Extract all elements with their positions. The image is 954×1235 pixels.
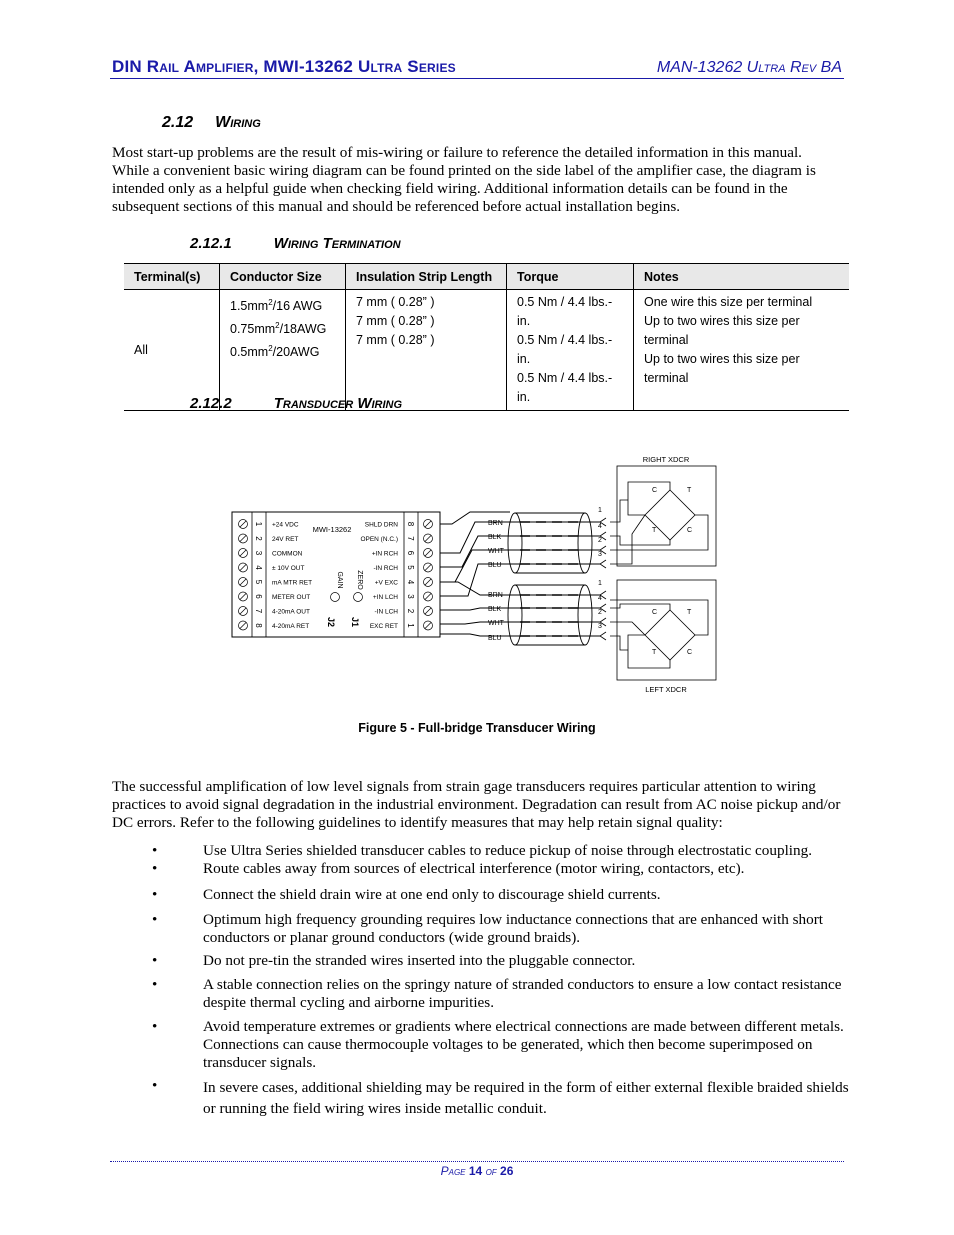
terminal-screw (424, 534, 433, 543)
table-header-row (124, 264, 849, 290)
footer-of-word: of (485, 1164, 497, 1178)
bullet-symbol: • (152, 952, 158, 969)
col-header-notes: Notes (634, 264, 850, 290)
terminal-number: 6 (406, 550, 415, 556)
terminal-label-left: COMMON (272, 550, 303, 558)
terminal-screw (239, 520, 248, 529)
body-paragraph: The successful amplification of low level signals from strain gage transducers requires particular attention to wiring practices to avoid signal degradation in the industrial environment. Degradation can result from AC noise pickup and/or DC errors. Refer to the following guidelines to identify measures that may help retain signal quality: (112, 778, 841, 831)
terminal-number: 2 (406, 608, 415, 614)
section-2-12-1-heading (190, 235, 401, 252)
terminal-label-right: +IN LCH (372, 594, 398, 601)
bridge-label: C (687, 649, 693, 656)
terminal-label-left: 4-20mA OUT (272, 608, 310, 616)
section-number: 2.12 (162, 114, 194, 131)
terminal-number: 6 (254, 594, 263, 599)
bridge-label: T (687, 609, 692, 616)
bridge-label: C (652, 487, 658, 494)
bullet-text: A stable connection relies on the springy nature of stranded conductors to ensure a low contact resistance despite thermal cycling and airborne impurities. (203, 976, 842, 1011)
conductor-awg: /16 AWG (272, 299, 323, 314)
conductor-size: 0.75mm (230, 322, 276, 337)
table-row (124, 290, 849, 411)
terminal-label-right: SHLD DRN (364, 521, 398, 529)
conductor-line (230, 293, 335, 316)
conductor-size: 1.5mm (230, 299, 269, 314)
terminal-label-right: +IN RCH (371, 550, 398, 558)
section-title: Wiring Termination (273, 235, 401, 252)
conductor-awg: /18AWG (279, 322, 327, 337)
torque-line: 0.5 Nm / 4.4 lbs.-in. (517, 371, 613, 404)
wire-label: WHT (488, 548, 504, 555)
terminal-label-right: EXC RET (369, 623, 398, 630)
bridge-lead (628, 482, 670, 515)
conductor-sup: 2 (268, 298, 273, 307)
conductor-awg: /20AWG (272, 345, 320, 360)
terminal-number: 2 (254, 536, 263, 541)
model-label: MWI-13262 (312, 525, 352, 534)
wire-brn-right (440, 522, 600, 553)
terminal-screw (239, 592, 248, 601)
wire-label: BLU (488, 635, 502, 642)
strip-line: 7 mm ( 0.28” ) (356, 314, 435, 328)
torque-line: 0.5 Nm / 4.4 lbs.-in. (517, 295, 613, 328)
bullet-symbol: • (152, 1077, 158, 1094)
pin-chevron (600, 560, 606, 568)
conductor-line (230, 316, 335, 339)
pin-chevron (600, 632, 606, 640)
bridge-label: C (652, 609, 658, 616)
cable-shields (508, 513, 592, 645)
terminal-screw (424, 578, 433, 587)
bridge-label: T (652, 527, 657, 534)
bridge-lead (610, 536, 670, 545)
terminal-screw (424, 520, 433, 529)
terminal-number: 3 (254, 550, 263, 556)
col-header-terminals: Terminal(s) (124, 264, 220, 290)
field-wires (440, 512, 600, 636)
footer-page-number: 14 (468, 1164, 483, 1178)
cell-torque (507, 290, 634, 411)
footer-page-total: 26 (500, 1164, 514, 1178)
bridge-lead (610, 636, 628, 650)
terminal-screw (239, 621, 248, 630)
bullet-text: Avoid temperature extremes or gradients where electrical connections are made between different metals. Connections can cause thermocouple voltages to be generated, which then become superimposed on transducer signals. (203, 1018, 844, 1071)
terminal-number: 3 (406, 594, 415, 599)
terminal-screw (239, 534, 248, 543)
bullet-text: Optimum high frequency grounding requires low inductance connections that are enhanced with short conductors or planar ground conductors (wide ground braids). (203, 911, 823, 946)
header-rule (110, 78, 844, 79)
wire-label: BLK (488, 534, 502, 541)
pin-number: 2 (598, 537, 602, 544)
cell-strip (346, 290, 507, 411)
bullet-symbol: • (152, 886, 158, 903)
bridge-label: C (687, 527, 693, 534)
terminal-screw (239, 578, 248, 587)
pin-number: 4 (598, 595, 602, 602)
wiring-termination-table (124, 263, 849, 411)
section-number: 2.12.2 (190, 395, 232, 412)
pin-number: 3 (598, 551, 602, 558)
cell-notes (634, 290, 850, 411)
right-bridge (610, 482, 708, 564)
cell-conductor (220, 290, 346, 411)
terminal-number: 7 (254, 608, 263, 614)
gain-label: GAIN (336, 571, 343, 589)
pin-number: 1 (598, 507, 602, 514)
terminal-label-right: -IN RCH (373, 565, 398, 572)
terminal-screw (239, 549, 248, 558)
wire-label: BRN (488, 592, 503, 599)
terminal-label-left: mA MTR RET (272, 579, 313, 587)
terminal-screw (424, 607, 433, 616)
bullet-text: Route cables away from sources of electrical interference (motor wiring, contactors, etc). (203, 860, 745, 877)
cell-terminal: All (124, 290, 220, 411)
terminal-number: 5 (406, 565, 415, 570)
bullet-symbol: • (152, 976, 158, 993)
terminal-number: 5 (254, 579, 263, 585)
notes-line: Up to two wires this size per terminal (644, 314, 800, 347)
terminal-screw (424, 549, 433, 558)
cable-dashes (520, 522, 580, 636)
page-footer (0, 1164, 954, 1178)
bullet-text: Use Ultra Series shielded transducer cables to reduce pickup of noise through electrostatic coupling. (203, 842, 812, 859)
torque-line: 0.5 Nm / 4.4 lbs.-in. (517, 333, 613, 366)
terminal-screw (424, 592, 433, 601)
col-header-strip: Insulation Strip Length (346, 264, 507, 290)
right-xdcr-label: RIGHT XDCR (642, 455, 690, 464)
terminal-label-right: -IN LCH (374, 608, 398, 616)
bridge-label: T (652, 649, 657, 656)
left-bridge (610, 600, 708, 668)
notes-line: Up to two wires this size per terminal (644, 352, 800, 385)
bullet-symbol: • (152, 860, 158, 877)
bridge-lead (628, 635, 670, 668)
header-title: DIN Rail Amplifier, MWI-13262 Ultra Series (112, 57, 456, 76)
terminal-label-left: ± 10V OUT (272, 565, 305, 572)
section-2-12-heading (162, 114, 261, 132)
footer-rule (110, 1161, 844, 1162)
left-xdcr-box (617, 580, 716, 680)
intro-paragraph: Most start-up problems are the result of mis-wiring or failure to reference the detailed information in this manual. While a convenient basic wiring diagram can be found printed on the side label of the amplifier case, the diagram is intended only as a helpful guide when checking field wiring. Additional information details can be found in the subsequent sections of this manual and should be referenced before actual installation begins. (112, 144, 816, 215)
conductor-size: 0.5mm (230, 345, 269, 360)
wire-label: BRN (488, 520, 503, 527)
terminal-number: 8 (406, 521, 415, 527)
bullet-symbol: • (152, 1018, 158, 1035)
terminal-label-right: OPEN (N.C.) (360, 536, 398, 543)
terminal-screw (239, 607, 248, 616)
col-header-conductor: Conductor Size (220, 264, 346, 290)
wire-blu-right (440, 564, 600, 596)
strip-line: 7 mm ( 0.28” ) (356, 295, 435, 309)
figure-caption: Figure 5 - Full-bridge Transducer Wiring (358, 721, 596, 735)
section-title: Transducer Wiring (273, 395, 403, 412)
bullet-text: Connect the shield drain wire at one end only to discourage shield currents. (203, 886, 661, 903)
bridge-lead (610, 604, 670, 610)
bridge-lead (610, 622, 645, 635)
wiring-diagram (225, 450, 725, 700)
footer-page-word: Page (440, 1164, 466, 1178)
bullet-text: Do not pre-tin the stranded wires inserted into the pluggable connector. (203, 952, 636, 969)
terminal-number: 8 (254, 623, 263, 628)
j2-label: J2 (326, 616, 336, 628)
bridge-lead (610, 500, 628, 522)
wire-label: BLK (488, 606, 502, 613)
zero-label: ZERO (356, 570, 363, 590)
conductor-sup: 2 (275, 321, 280, 331)
terminal-number: 4 (254, 565, 263, 570)
conductor-line (230, 339, 335, 362)
terminal-screw (424, 563, 433, 572)
bullet-text: In severe cases, additional shielding may be required in the form of either external flexible braided shields or running the field wiring wires inside metallic conduit. (203, 1079, 849, 1117)
terminal-label-right: +V EXC (374, 579, 398, 587)
section-2-12-2-heading (190, 395, 402, 412)
wire-label: WHT (488, 620, 504, 627)
bridge-label: T (687, 487, 692, 494)
pin-number: 1 (598, 580, 602, 587)
terminal-label-left: +24 VDC (272, 521, 299, 529)
terminal-number: 4 (406, 579, 415, 585)
header-doc-ref: MAN-13262 Ultra Rev BA (656, 59, 842, 76)
terminal-label-left: METER OUT (272, 594, 311, 601)
bullet-symbol: • (152, 842, 158, 859)
terminal-number: 1 (254, 521, 263, 527)
wire-wht-right (440, 550, 600, 582)
bullet-symbol: • (152, 911, 158, 928)
strip-line: 7 mm ( 0.28” ) (356, 333, 435, 347)
terminal-screw (239, 563, 248, 572)
terminal-number: 7 (406, 536, 415, 541)
col-header-torque: Torque (507, 264, 634, 290)
terminal-number: 1 (406, 623, 415, 628)
left-xdcr-label: LEFT XDCR (645, 685, 687, 694)
terminal-label-left: 24V RET (272, 536, 299, 543)
conductor-sup: 2 (268, 344, 273, 354)
section-title: Wiring (215, 114, 261, 131)
notes-line: One wire this size per terminal (644, 295, 813, 309)
section-number: 2.12.1 (190, 235, 232, 252)
terminal-screw (424, 621, 433, 630)
pin-number: 2 (598, 609, 602, 616)
wire-label: BLU (488, 562, 502, 569)
bridge-lead (610, 600, 708, 635)
pin-number: 3 (598, 623, 602, 630)
pin-number: 4 (598, 523, 602, 530)
terminal-label-left: 4-20mA RET (272, 623, 310, 630)
j1-label: J1 (350, 616, 360, 628)
